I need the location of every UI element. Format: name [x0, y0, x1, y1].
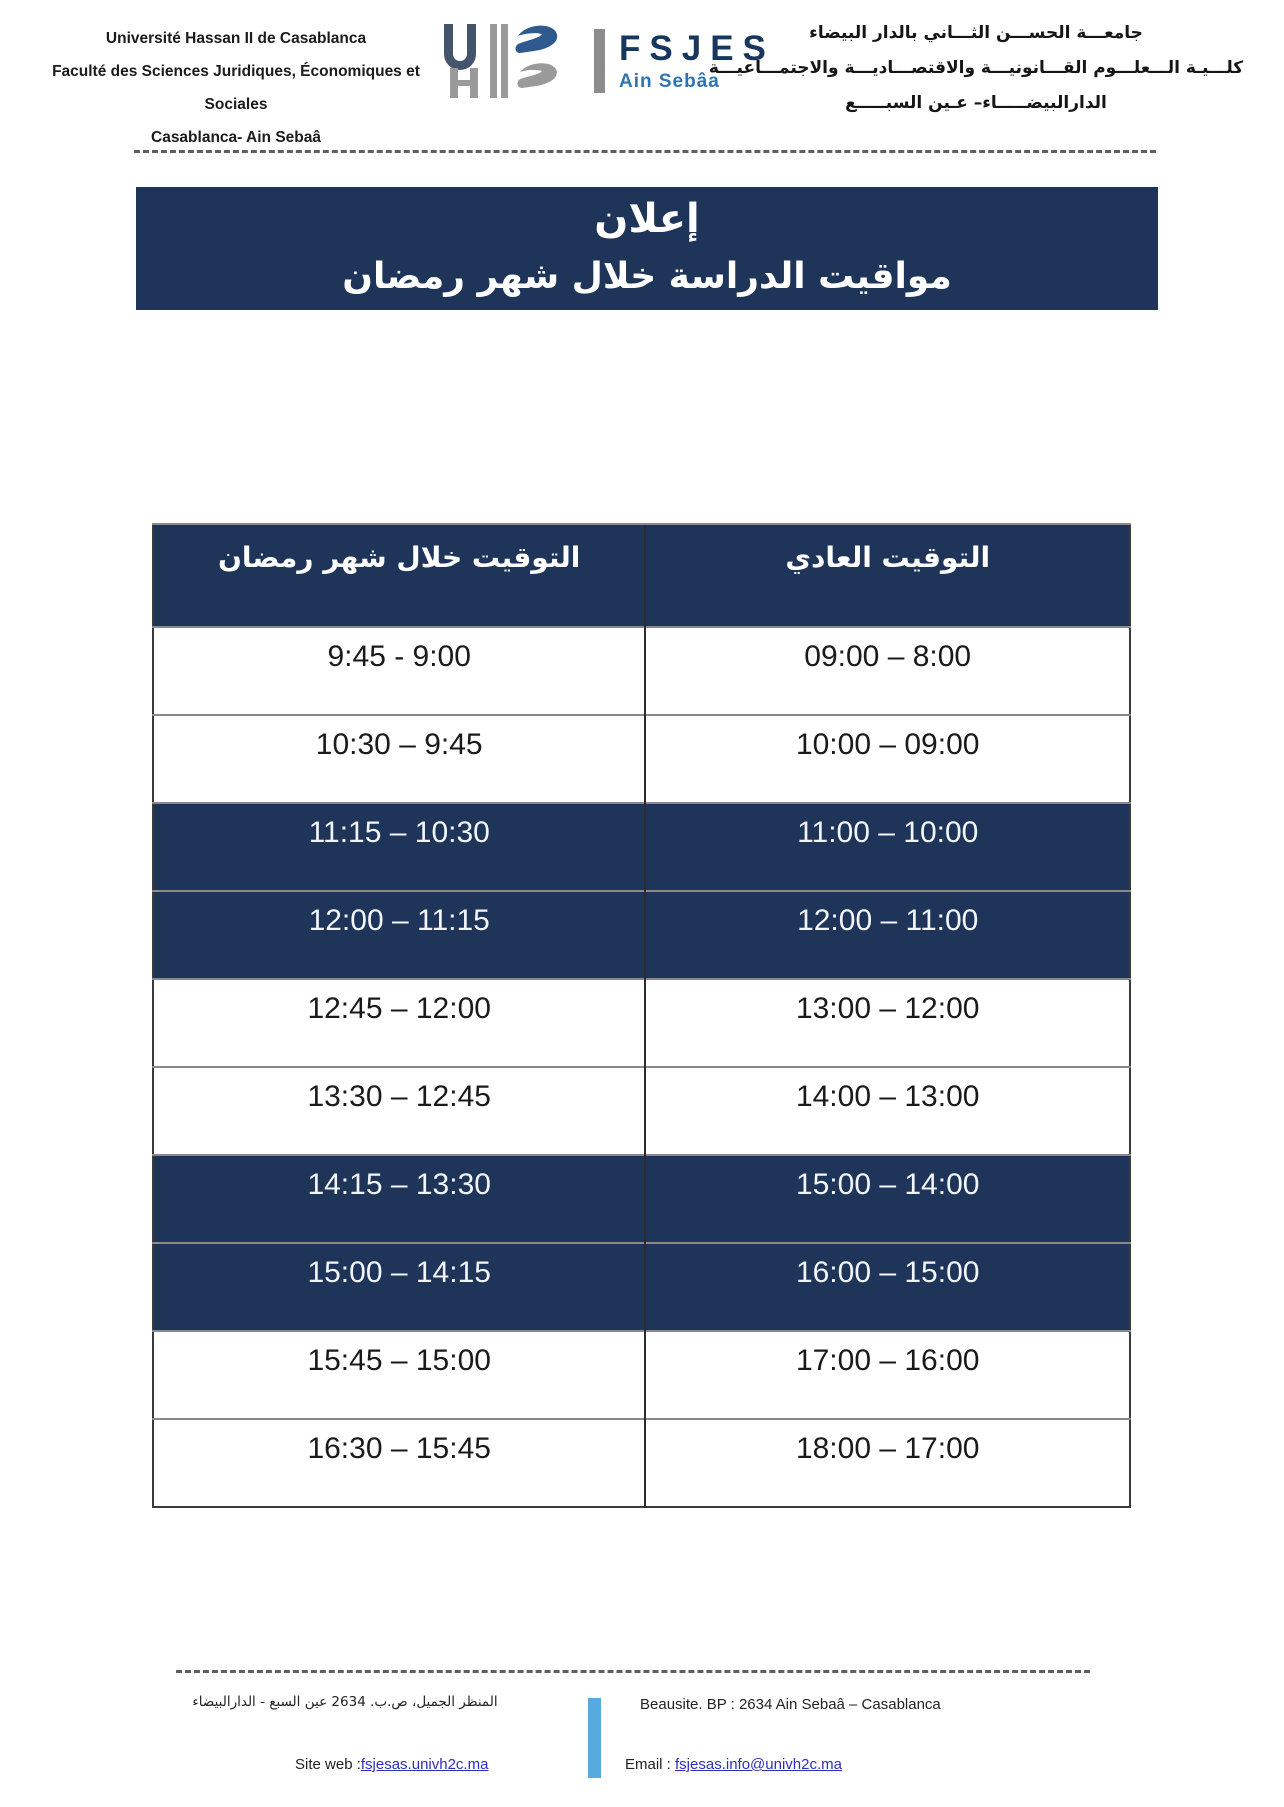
normal-time-cell: 10:00 – 09:00 — [645, 715, 1130, 803]
normal-time-cell: 14:00 – 13:00 — [645, 1067, 1130, 1155]
ramadan-time-cell: 15:00 – 14:15 — [153, 1243, 645, 1331]
normal-time-cell: 18:00 – 17:00 — [645, 1419, 1130, 1507]
footer-separator-bar — [588, 1698, 601, 1778]
footer-site-line — [295, 1756, 488, 1773]
footer-address-ar: المنظر الجميل، ص.ب. 2634 عين السبع - الدارالبيضاء — [192, 1694, 498, 1710]
table-row — [153, 715, 1130, 803]
logo-divider-bar — [594, 29, 605, 93]
table-row — [153, 1419, 1130, 1507]
banner-subtitle: مواقيت الدراسة خلال شهر رمضان — [342, 256, 952, 297]
ramadan-time-cell: 12:45 – 12:00 — [153, 979, 645, 1067]
table-row — [153, 1243, 1130, 1331]
table-row — [153, 1155, 1130, 1243]
normal-time-cell: 13:00 – 12:00 — [645, 979, 1130, 1067]
footer-email-line — [625, 1756, 842, 1773]
header-divider — [134, 150, 1156, 153]
table-row — [153, 1067, 1130, 1155]
table-row — [153, 1331, 1130, 1419]
ramadan-time-cell: 16:30 – 15:45 — [153, 1419, 645, 1507]
university-header-fr — [36, 22, 436, 154]
normal-time-cell: 16:00 – 15:00 — [645, 1243, 1130, 1331]
banner-title: إعلان — [594, 196, 700, 242]
logo-fsjes-text: FSJES — [619, 29, 775, 68]
ramadan-time-cell: 9:45 - 9:00 — [153, 627, 645, 715]
normal-time-cell: 09:00 – 8:00 — [645, 627, 1130, 715]
header-normal-timing: التوقيت العادي — [645, 524, 1130, 627]
faculty-name-ar: كلـــيـة الـــعلـــوم القـــانونيـــة والاقتصـــاديـــة والاجتمـــاعيـــة — [708, 58, 1244, 78]
table-row — [153, 803, 1130, 891]
normal-time-cell: 11:00 – 10:00 — [645, 803, 1130, 891]
city-name-ar: الدارالبيضـــــاء– عـين السبـــــع — [845, 93, 1107, 113]
email-link[interactable]: fsjesas.info@univh2c.ma — [675, 1756, 842, 1773]
normal-time-cell: 12:00 – 11:00 — [645, 891, 1130, 979]
site-web-link[interactable]: fsjesas.univh2c.ma — [360, 1756, 489, 1773]
normal-time-cell: 15:00 – 14:00 — [645, 1155, 1130, 1243]
announcement-banner — [136, 187, 1158, 310]
ramadan-time-cell: 10:30 – 9:45 — [153, 715, 645, 803]
table-row — [153, 627, 1130, 715]
city-name-fr: Casablanca- Ain Sebaâ — [151, 129, 321, 146]
normal-time-cell: 17:00 – 16:00 — [645, 1331, 1130, 1419]
table-header-row — [153, 524, 1130, 627]
ramadan-time-cell: 11:15 – 10:30 — [153, 803, 645, 891]
email-label: Email : — [625, 1756, 676, 1773]
ramadan-time-cell: 12:00 – 11:15 — [153, 891, 645, 979]
ramadan-time-cell: 15:45 – 15:00 — [153, 1331, 645, 1419]
footer-divider — [176, 1670, 1090, 1673]
ramadan-time-cell: 14:15 – 13:30 — [153, 1155, 645, 1243]
logo-ain-sebaa-text: Ain Sebâa — [619, 71, 720, 92]
faculty-name-fr: Faculté des Sciences Juridiques, Économiques et Sociales — [52, 63, 420, 113]
site-web-label: Site web : — [295, 1756, 361, 1773]
footer-address-en: Beausite. BP : 2634 Ain Sebaâ – Casablanca — [640, 1696, 941, 1713]
uh2c-emblem-icon — [438, 20, 590, 102]
header-ramadan-timing: التوقيت خلال شهر رمضان — [153, 524, 645, 627]
ramadan-timetable — [152, 523, 1131, 1508]
table-row — [153, 891, 1130, 979]
university-header-ar — [696, 16, 1256, 121]
table-row — [153, 979, 1130, 1067]
ramadan-time-cell: 13:30 – 12:45 — [153, 1067, 645, 1155]
university-name-fr: Université Hassan II de Casablanca — [105, 30, 367, 47]
university-name-ar: جامعـــة الحســـن الثـــاني بالدار البيضاء — [809, 23, 1143, 43]
